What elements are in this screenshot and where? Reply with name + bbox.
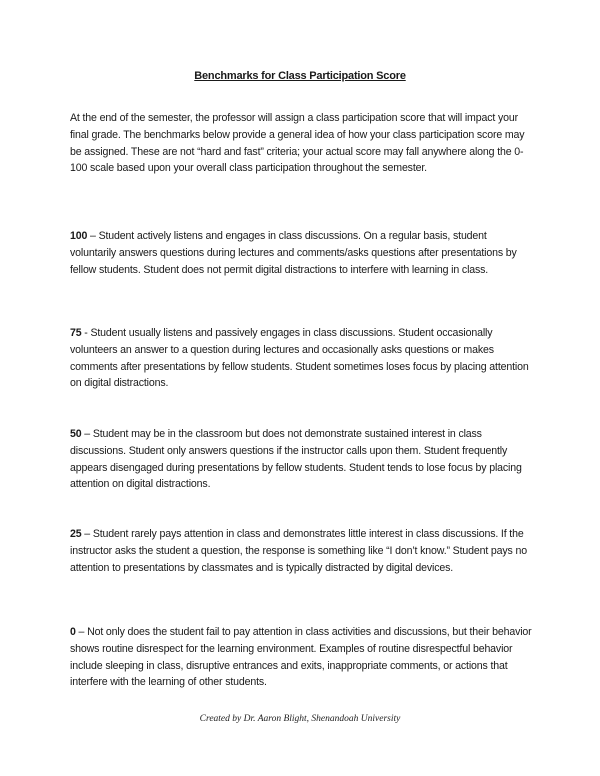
benchmark-score: 100 [70, 230, 88, 242]
document-title: Benchmarks for Class Participation Score [194, 70, 406, 82]
benchmark-text: Not only does the student fail to pay attention in class activities and discussions, but their behavior shows routine disrespect for the learning environment. Examples of routine disrespectful behavior include sleeping in class, disruptive entrances and exits, inappropriate comments, or actions that interfere with the learning of other students. [70, 626, 532, 689]
benchmark-score: 25 [70, 528, 82, 540]
benchmark-25 [70, 526, 532, 576]
benchmark-separator: – [81, 528, 93, 540]
document-footer: Created by Dr. Aaron Blight, Shenandoah University [199, 714, 401, 724]
benchmark-text: Student usually listens and passively engages in class discussions. Student occasionally volunteers an answer to a question during lectures and occasionally asks questions or makes comments after presentations by fellow students. Student sometimes loses focus by placing attention on digital distractions. [70, 327, 529, 390]
benchmark-separator: – [81, 428, 93, 440]
benchmark-100 [70, 228, 532, 278]
benchmark-text: Student may be in the classroom but does not demonstrate sustained interest in class discussions. Student only answers questions if the instructor calls upon them. Student frequently appears disengaged during presentations by fellow students. Student tends to lose focus by placing attention on digital distractions. [70, 428, 522, 491]
benchmark-50 [70, 426, 532, 493]
benchmark-score: 0 [70, 626, 76, 638]
benchmark-score: 50 [70, 428, 82, 440]
benchmark-text: Student rarely pays attention in class and demonstrates little interest in class discussions. If the instructor asks the student a question, the response is something like “I don’t know.” Student pays no attention to presentations by classmates and is typically distracted by digital devices. [70, 528, 527, 574]
benchmark-text: Student actively listens and engages in class discussions. On a regular basis, student voluntarily answers questions during lectures and comments/asks questions after presentations by fellow students. Student does not permit digital distractions to interfere with learning in class. [70, 230, 517, 276]
benchmark-separator: - [81, 327, 91, 339]
benchmark-0 [70, 624, 532, 691]
benchmark-separator: – [87, 230, 99, 242]
benchmark-score: 75 [70, 327, 82, 339]
benchmark-separator: – [75, 626, 88, 638]
benchmark-75 [70, 325, 532, 392]
intro-paragraph: At the end of the semester, the professor will assign a class participation score that will impact your final grade. The benchmarks below provide a general idea of how your class participation score may be assigned. These are not “hard and fast” criteria; your actual score may fall anywhere along the 0-100 scale based upon your overall class participation throughout the semester. [70, 112, 525, 175]
